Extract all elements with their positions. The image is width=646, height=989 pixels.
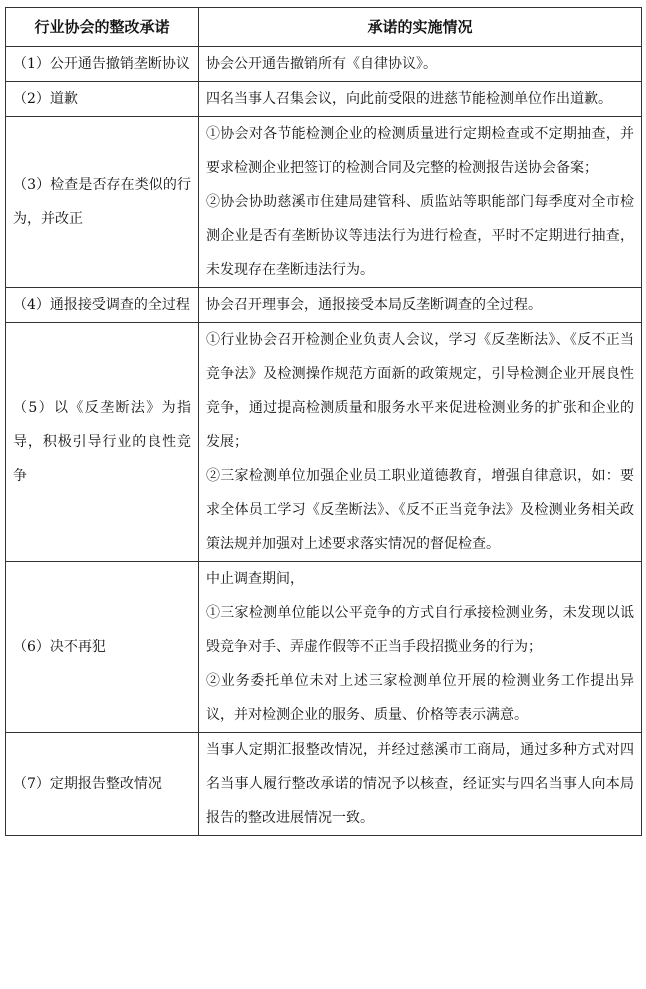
implementation-paragraph: 协会召开理事会，通报接受本局反垄断调查的全过程。 — [206, 297, 542, 313]
table-row — [6, 323, 642, 562]
implementation-paragraph: 中止调查期间， — [206, 571, 304, 587]
table-row — [6, 562, 642, 733]
header-commitment: 行业协会的整改承诺 — [6, 8, 199, 47]
commitment-cell: （5）以《反垄断法》为指导，积极引导行业的良性竞争 — [6, 323, 199, 562]
implementation-cell — [199, 117, 642, 288]
commitment-cell: （4）通报接受调查的全过程 — [6, 288, 199, 323]
table-row — [6, 47, 642, 82]
commitment-cell: （1）公开通告撤销垄断协议 — [6, 47, 199, 82]
implementation-paragraph: 当事人定期汇报整改情况，并经过慈溪市工商局，通过多种方式对四名当事人履行整改承诺的情况予以核查，经证实与四名当事人向本局报告的整改进展情况一致。 — [206, 742, 634, 826]
implementation-cell — [199, 288, 642, 323]
commitment-cell: （7）定期报告整改情况 — [6, 733, 199, 836]
table-body — [6, 47, 642, 836]
rectification-table — [5, 7, 642, 836]
implementation-paragraph: 四名当事人召集会议，向此前受限的进慈节能检测单位作出道歉。 — [206, 91, 612, 107]
implementation-paragraph: ②三家检测单位加强企业员工职业道德教育，增强自律意识，如：要求全体员工学习《反垄断法》、《反不正当竞争法》及检测业务相关政策法规并加强对上述要求落实情况的督促检查。 — [206, 468, 634, 552]
implementation-cell — [199, 82, 642, 117]
table-row — [6, 82, 642, 117]
implementation-cell — [199, 323, 642, 562]
table-row — [6, 288, 642, 323]
table-row — [6, 733, 642, 836]
implementation-paragraph: ①三家检测单位能以公平竞争的方式自行承接检测业务，未发现以诋毁竞争对手、弄虚作假等不正当手段招揽业务的行为； — [206, 605, 634, 655]
implementation-cell — [199, 47, 642, 82]
implementation-paragraph: ①行业协会召开检测企业负责人会议，学习《反垄断法》、《反不正当竞争法》及检测操作规范方面新的政策规定，引导检测企业开展良性竞争，通过提高检测质量和服务水平来促进检测业务的扩张和企业的发展； — [206, 332, 634, 450]
implementation-paragraph: ②协会协助慈溪市住建局建管科、质监站等职能部门每季度对全市检测企业是否有垄断协议等违法行为进行检查，平时不定期进行抽查，未发现存在垄断违法行为。 — [206, 194, 634, 278]
table-header-row — [6, 8, 642, 47]
commitment-cell: （3）检查是否存在类似的行为，并改正 — [6, 117, 199, 288]
implementation-paragraph: ①协会对各节能检测企业的检测质量进行定期检查或不定期抽查，并要求检测企业把签订的检测合同及完整的检测报告送协会备案； — [206, 126, 634, 176]
implementation-paragraph: ②业务委托单位未对上述三家检测单位开展的检测业务工作提出异议，并对检测企业的服务、质量、价格等表示满意。 — [206, 673, 634, 723]
header-implementation: 承诺的实施情况 — [199, 8, 642, 47]
table-row — [6, 117, 642, 288]
implementation-paragraph: 协会公开通告撤销所有《自律协议》。 — [206, 56, 437, 72]
commitment-cell: （6）决不再犯 — [6, 562, 199, 733]
implementation-cell — [199, 733, 642, 836]
commitment-cell: （2）道歉 — [6, 82, 199, 117]
implementation-cell — [199, 562, 642, 733]
